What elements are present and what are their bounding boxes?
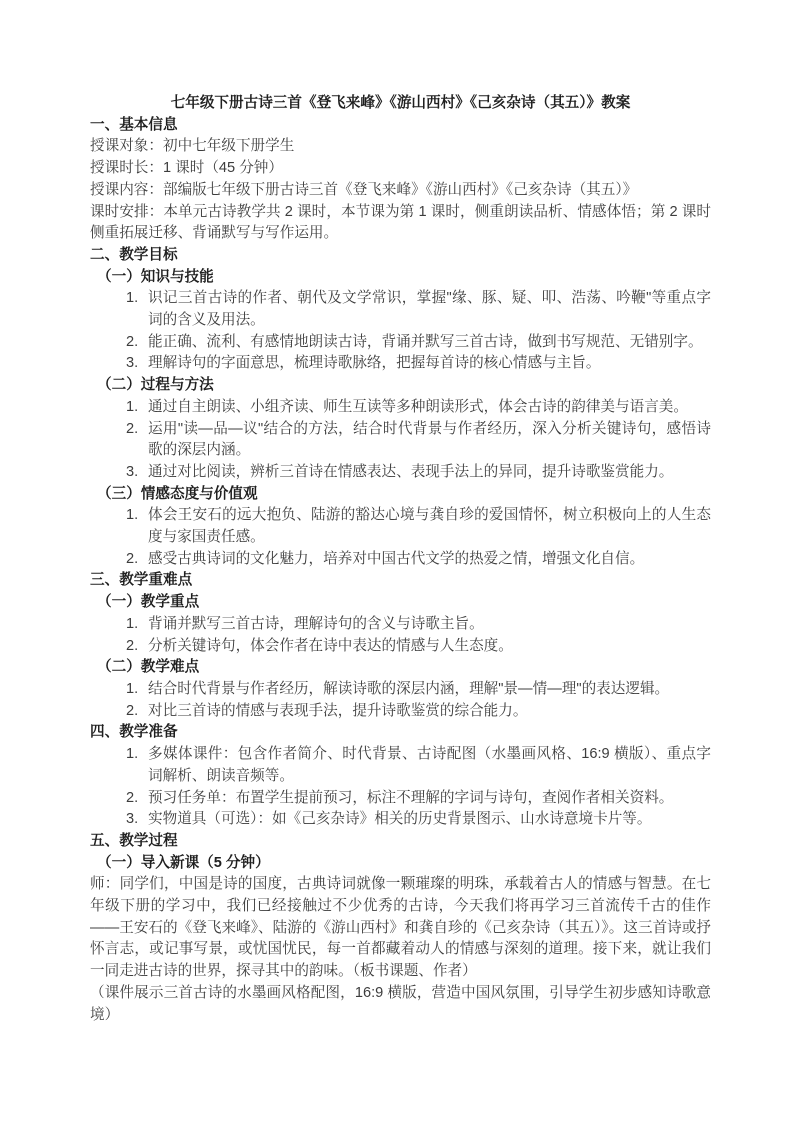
list-item — [90, 549, 711, 571]
document-content — [90, 93, 711, 1026]
list-item-number: 2. — [126, 333, 139, 350]
section-heading-basic-info: 一、基本信息 — [90, 116, 178, 133]
list-item-text: 预习任务单：布置学生提前预习，标注不理解的字词与诗句，查阅作者相关资料。 — [148, 789, 674, 806]
info-line-content: 授课内容：部编版七年级下册古诗三首《登飞来峰》《游山西村》《己亥杂诗（其五）》 — [90, 181, 638, 198]
subsection-heading-process-methods: （二）过程与方法 — [97, 377, 214, 394]
list-item-number: 1. — [126, 507, 139, 524]
list-item — [90, 636, 711, 658]
list-item-text: 分析关键诗句，体会作者在诗中表达的情感与人生态度。 — [148, 637, 513, 654]
list-item-text: 运用"读—品—议"结合的方法，结合时代背景与作者经历，深入分析关键诗句，感悟诗歌的深层内涵。 — [148, 420, 711, 459]
list-item-number: 1. — [126, 398, 139, 415]
list-item-number: 1. — [126, 290, 139, 307]
section-heading-key-points: 三、教学重难点 — [90, 572, 193, 589]
list-item — [90, 744, 711, 787]
info-line-audience: 授课对象：初中七年级下册学生 — [90, 138, 295, 155]
list-item-number: 2. — [126, 789, 139, 806]
teacher-script-paragraph: 师：同学们，中国是诗的国度，古典诗词就像一颗璀璨的明珠，承载着古人的情感与智慧。在七年级下册的学习中，我们已经接触过不少优秀的古诗，今天我们将再学习三首流传千古的佳作——王安石的《登飞来峰》、陆游的《游山西村》和龚自珍的《己亥杂诗（其五）》。这三首诗或抒怀言志，或记事写景，或忧国忧民，每一首都藏着动人的情感与深刻的道理。接下来，就让我们一同走进古诗的世界，探寻其中的韵味。（板书课题、作者） — [90, 876, 711, 980]
section-heading-preparation: 四、教学准备 — [90, 724, 178, 741]
list-item-text: 识记三首古诗的作者、朝代及文学常识，掌握"缘、豚、疑、叩、浩荡、吟鞭"等重点字词的含义及用法。 — [148, 290, 711, 329]
info-line-duration: 授课时长：1 课时（45 分钟） — [90, 160, 283, 177]
list-item-text: 实物道具（可选）：如《己亥杂诗》相关的历史背景图示、山水诗意境卡片等。 — [148, 811, 652, 828]
list-item-text: 能正确、流利、有感情地朗读古诗，背诵并默写三首古诗，做到书写规范、无错别字。 — [148, 333, 703, 350]
list-item-text: 感受古典诗词的文化魅力，培养对中国古代文学的热爱之情，增强文化自信。 — [148, 550, 645, 567]
list-item — [90, 332, 711, 354]
list-item-text: 理解诗句的字面意思，梳理诗歌脉络，把握每首诗的核心情感与主旨。 — [148, 355, 601, 372]
list-item — [90, 701, 711, 723]
list-item-number: 2. — [126, 702, 139, 719]
list-item — [90, 788, 711, 810]
subsection-heading-teaching-difficulty: （二）教学难点 — [97, 659, 200, 676]
courseware-note-paragraph: （课件展示三首古诗的水墨画风格配图，16:9 横版，营造中国风氛围，引导学生初步感知诗歌意境） — [90, 984, 711, 1023]
list-item-text: 背诵并默写三首古诗，理解诗句的含义与诗歌主旨。 — [148, 615, 484, 632]
list-item-number: 3. — [126, 463, 139, 480]
list-item-number: 3. — [126, 355, 139, 372]
list-item-number: 2. — [126, 420, 139, 437]
subsection-heading-affect-values: （三）情感态度与价值观 — [97, 485, 258, 502]
list-item — [90, 462, 711, 484]
list-item-text: 通过对比阅读，辨析三首诗在情感表达、表现手法上的异同，提升诗歌鉴赏能力。 — [148, 463, 674, 480]
list-item-number: 2. — [126, 550, 139, 567]
list-item-text: 通过自主朗读、小组齐读、师生互读等多种朗读形式，体会古诗的韵律美与语言美。 — [148, 398, 688, 415]
list-item-text: 多媒体课件：包含作者简介、时代背景、古诗配图（水墨画风格、16:9 横版）、重点字词解析、朗读音频等。 — [148, 746, 711, 784]
list-item — [90, 809, 711, 831]
list-item — [90, 614, 711, 636]
info-line-schedule: 课时安排：本单元古诗教学共 2 课时，本节课为第 1 课时，侧重朗读品析、情感体悟；第 2 课时侧重拓展迁移、背诵默写与写作运用。 — [90, 203, 711, 242]
list-item-number: 1. — [126, 746, 139, 763]
list-item-text: 结合时代背景与作者经历，解读诗歌的深层内涵，理解"景—情—理"的表达逻辑。 — [148, 680, 670, 697]
document-title: 七年级下册古诗三首《登飞来峰》《游山西村》《己亥杂诗（其五）》教案 — [170, 95, 631, 111]
list-item-text: 体会王安石的远大抱负、陆游的豁达心境与龚自珍的爱国情怀，树立积极向上的人生态度与家国责任感。 — [148, 507, 711, 546]
list-item-number: 1. — [126, 615, 139, 632]
section-heading-teaching-objectives: 二、教学目标 — [90, 246, 178, 263]
list-item — [90, 353, 711, 375]
list-item — [90, 397, 711, 419]
list-item-number: 2. — [126, 637, 139, 654]
subsection-heading-teaching-focus: （一）教学重点 — [97, 594, 200, 611]
section-heading-teaching-process: 五、教学过程 — [90, 832, 178, 849]
list-item — [90, 505, 711, 548]
subsection-heading-lesson-intro: （一）导入新课（5 分钟） — [97, 854, 270, 871]
list-item — [90, 288, 711, 331]
list-item-number: 1. — [126, 680, 139, 697]
list-item — [90, 419, 711, 462]
list-item — [90, 679, 711, 701]
list-item-text: 对比三首诗的情感与表现手法，提升诗歌鉴赏的综合能力。 — [148, 702, 528, 719]
list-item-number: 3. — [126, 811, 139, 828]
subsection-heading-knowledge-skills: （一）知识与技能 — [97, 268, 214, 285]
